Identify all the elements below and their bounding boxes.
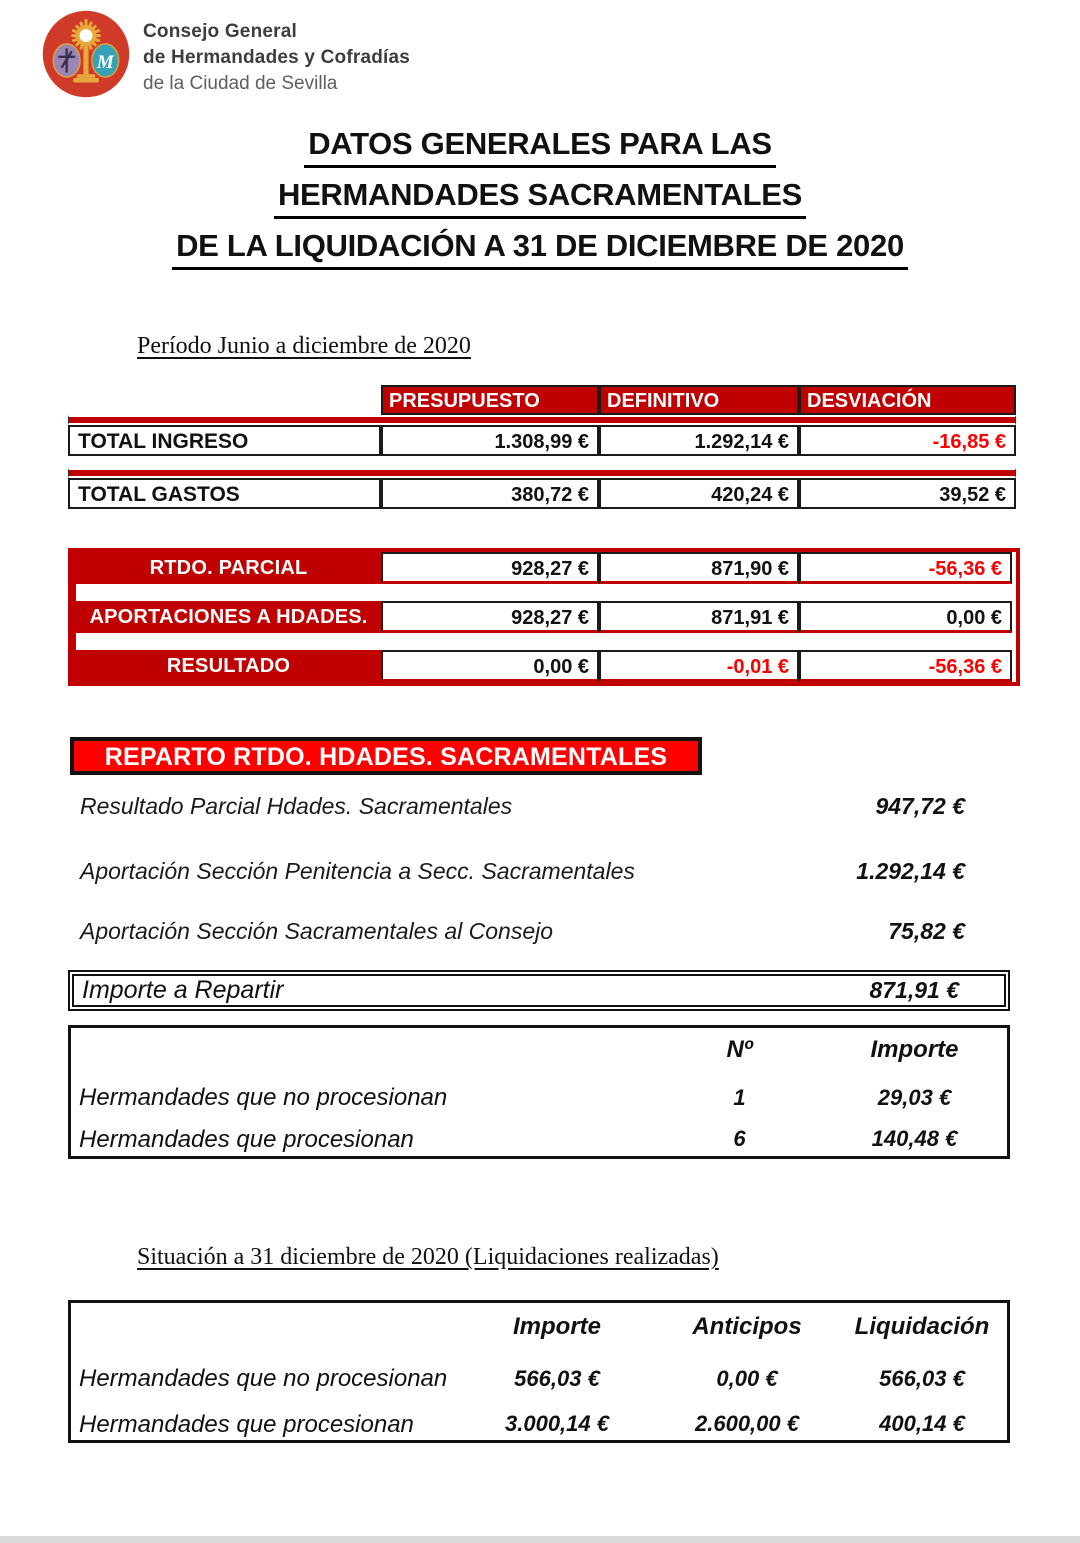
distribution-header-num: Nº bbox=[726, 1036, 753, 1063]
budget-cell: 380,72 € bbox=[381, 478, 599, 509]
table-gap-row bbox=[68, 456, 1016, 468]
title-line-2: HERMANDADES SACRAMENTALES bbox=[274, 177, 806, 219]
situacion-header-liquidacion: Liquidación bbox=[854, 1313, 990, 1340]
org-title-block bbox=[143, 19, 410, 97]
summary-cell: 0,00 € bbox=[799, 601, 1012, 633]
summary-row-label: RESULTADO bbox=[76, 650, 381, 682]
budget-cell: 420,24 € bbox=[599, 478, 799, 509]
table-gap-row bbox=[76, 584, 1012, 601]
situacion-cell: 3.000,14 € bbox=[505, 1411, 609, 1436]
org-name-line1: Consejo General bbox=[143, 21, 297, 42]
situacion-cell: 2.600,00 € bbox=[695, 1411, 799, 1436]
title-line-3: DE LA LIQUIDACIÓN A 31 DE DICIEMBRE DE 2020 bbox=[172, 228, 908, 270]
table-gap-row bbox=[76, 633, 1012, 650]
budget-cell: 1.308,99 € bbox=[381, 425, 599, 456]
summary-row-label: APORTACIONES A HDADES. bbox=[76, 601, 381, 633]
importe-a-repartir-box bbox=[68, 970, 1010, 1011]
distribution-cell: 6 bbox=[733, 1126, 746, 1151]
summary-cell-negative: -56,36 € bbox=[799, 650, 1012, 682]
situacion-cell: 566,03 € bbox=[514, 1366, 600, 1391]
distribution-cell: 1 bbox=[733, 1085, 746, 1110]
empty-cell bbox=[71, 1028, 657, 1070]
reparto-banner: REPARTO RTDO. HDADES. SACRAMENTALES bbox=[70, 737, 702, 775]
period-heading: Período Junio a diciembre de 2020 bbox=[137, 333, 471, 359]
budget-table bbox=[68, 385, 1016, 509]
org-logo bbox=[40, 8, 132, 100]
red-divider-strip bbox=[68, 415, 1016, 425]
svg-text:M: M bbox=[96, 51, 114, 73]
budget-cell: 1.292,14 € bbox=[599, 425, 799, 456]
reparto-line-label: Resultado Parcial Hdades. Sacramentales bbox=[80, 793, 513, 819]
summary-cell: 871,90 € bbox=[599, 552, 799, 584]
situacion-cell: 566,03 € bbox=[879, 1366, 965, 1391]
budget-cell: 39,52 € bbox=[799, 478, 1016, 509]
summary-cell: 0,00 € bbox=[381, 650, 599, 682]
distribution-row-label: Hermandades que procesionan bbox=[79, 1126, 414, 1153]
empty-cell bbox=[71, 1303, 457, 1347]
importe-a-repartir-label: Importe a Repartir bbox=[82, 976, 284, 1004]
summary-cell: 871,91 € bbox=[599, 601, 799, 633]
reparto-line-label: Aportación Sección Sacramentales al Consejo bbox=[80, 918, 554, 944]
reparto-line-value: 947,72 € bbox=[875, 793, 965, 819]
org-name-line3: de la Ciudad de Sevilla bbox=[143, 73, 338, 94]
situacion-cell: 400,14 € bbox=[879, 1411, 965, 1436]
situacion-header-anticipos: Anticipos bbox=[692, 1313, 802, 1340]
distribution-row-label: Hermandades que no procesionan bbox=[79, 1084, 448, 1111]
budget-corner-cell bbox=[68, 385, 381, 415]
budget-row-label: TOTAL INGRESO bbox=[68, 425, 381, 456]
summary-cell: 928,27 € bbox=[381, 552, 599, 584]
reparto-line-value: 1.292,14 € bbox=[856, 858, 965, 884]
reparto-line-value: 75,82 € bbox=[888, 918, 965, 944]
reparto-line bbox=[0, 858, 1080, 888]
reparto-line bbox=[0, 918, 1080, 948]
distribution-cell: 29,03 € bbox=[877, 1085, 952, 1110]
page-bottom-edge bbox=[0, 1536, 1080, 1543]
situacion-table bbox=[68, 1300, 1010, 1443]
org-name-line2: de Hermandades y Cofradías bbox=[143, 47, 411, 68]
situacion-header-importe: Importe bbox=[512, 1313, 601, 1340]
summary-row-label: RTDO. PARCIAL bbox=[76, 552, 381, 584]
budget-cell-negative: -16,85 € bbox=[799, 425, 1016, 456]
title-line-1: DATOS GENERALES PARA LAS bbox=[304, 126, 776, 168]
summary-table bbox=[68, 548, 1020, 686]
consejo-seal-icon bbox=[40, 8, 132, 100]
budget-header-presupuesto: PRESUPUESTO bbox=[381, 385, 599, 415]
reparto-line-label: Aportación Sección Penitencia a Secc. Sacramentales bbox=[80, 858, 635, 884]
document-title bbox=[0, 126, 1080, 279]
distribution-header-importe: Importe bbox=[870, 1036, 959, 1063]
summary-cell-negative: -0,01 € bbox=[599, 650, 799, 682]
budget-header-definitivo: DEFINITIVO bbox=[599, 385, 799, 415]
budget-header-desviacion: DESVIACIÓN bbox=[799, 385, 1016, 415]
budget-row-label: TOTAL GASTOS bbox=[68, 478, 381, 509]
situacion-row-label: Hermandades que procesionan bbox=[79, 1411, 414, 1438]
situacion-heading: Situación a 31 diciembre de 2020 (Liquidaciones realizadas) bbox=[137, 1244, 719, 1270]
summary-cell-negative: -56,36 € bbox=[799, 552, 1012, 584]
red-divider-strip bbox=[68, 468, 1016, 478]
reparto-line bbox=[0, 793, 1080, 823]
situacion-cell: 0,00 € bbox=[716, 1366, 778, 1391]
summary-cell: 928,27 € bbox=[381, 601, 599, 633]
distribution-table bbox=[68, 1025, 1010, 1159]
importe-a-repartir-value: 871,91 € bbox=[869, 977, 959, 1003]
situacion-row-label: Hermandades que no procesionan bbox=[79, 1365, 448, 1392]
distribution-cell: 140,48 € bbox=[871, 1126, 958, 1151]
